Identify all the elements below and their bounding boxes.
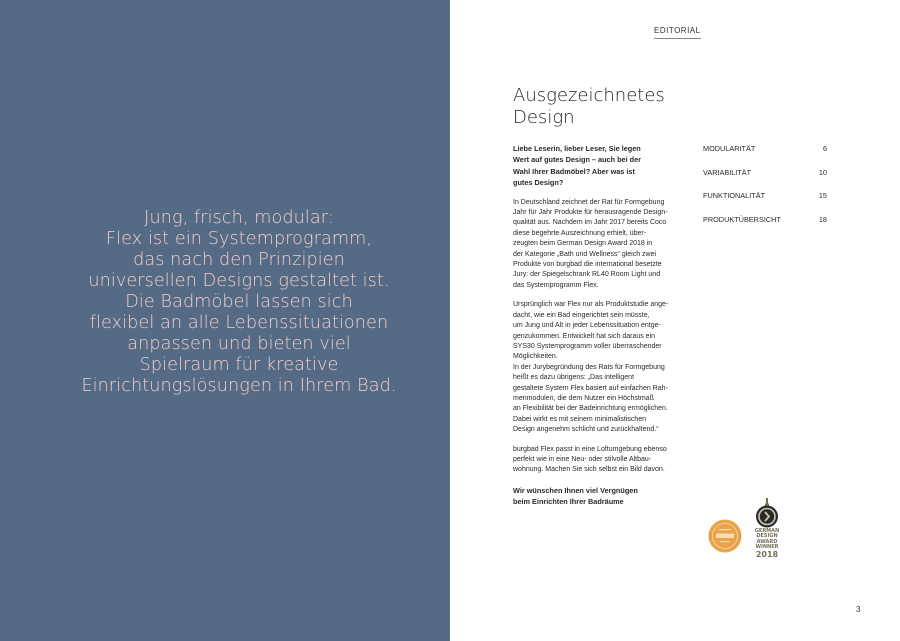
- intro-paragraph: [513, 143, 683, 189]
- text-line: Ursprünglich war Flex nur als Produktstudie ange-: [513, 301, 669, 309]
- text-line: der Kategorie „Bath und Wellness“ gleich zwei: [513, 250, 657, 258]
- toc-item[interactable]: [703, 167, 827, 178]
- toc-item[interactable]: [703, 214, 827, 225]
- intro-line: Wahl Ihrer Badmöbel? Aber was ist: [513, 166, 635, 176]
- title-line: Ausgezeichnetes: [513, 85, 665, 106]
- quote-line: Flex ist ein Systemprogramm,: [105, 229, 373, 249]
- quote-line: Spielraum für kreative: [139, 355, 339, 375]
- toc-page: 6: [822, 144, 827, 153]
- german-design-award-logo: [752, 498, 782, 560]
- closing-line: Wir wünschen Ihnen viel Vergnügen: [513, 485, 638, 495]
- page-number: 3: [856, 605, 861, 614]
- award-line: DESIGN: [756, 533, 778, 540]
- intro-line: Wert auf gutes Design – auch bei der: [513, 155, 641, 165]
- toc-item[interactable]: [703, 190, 827, 201]
- award-line: AWARD: [756, 538, 778, 545]
- award-line: WINNER: [755, 544, 779, 551]
- text-line: In Deutschland zeichnet der Rat für Formgebung: [513, 198, 665, 206]
- text-line: um Jung und Alt in jeder Lebenssituation entge-: [513, 322, 661, 330]
- editorial-text: [513, 143, 683, 517]
- closing-paragraph: [513, 485, 683, 508]
- toc-label: PRODUKTÜBERSICHT: [703, 214, 781, 224]
- design-award-badge-icon: [708, 519, 742, 553]
- paragraph-loft: [513, 445, 683, 476]
- pull-quote: [60, 208, 418, 397]
- text-line: burgbad Flex passt in eine Loftumgebung ebenso: [513, 445, 667, 453]
- quote-line: Die Badmöbel lassen sich: [125, 292, 353, 312]
- award-line: GERMAN: [754, 528, 780, 534]
- toc-label: VARIABILITÄT: [703, 167, 752, 177]
- intro-line: gutes Design?: [513, 178, 564, 188]
- paragraph-origin: [513, 300, 683, 362]
- award-emblem-icon: [752, 498, 782, 530]
- toc-label: FUNKTIONALITÄT: [703, 191, 766, 200]
- quote-line: universellen Designs gestaltet ist.: [88, 271, 390, 291]
- intro-line: Liebe Leserin, lieber Leser, Sie legen: [513, 144, 641, 153]
- toc-label: MODULARITÄT: [703, 144, 756, 153]
- text-line: Möglichkeiten.: [513, 353, 558, 361]
- award-year: 2018: [755, 549, 779, 559]
- text-line: diese begehrte Auszeichnung erhielt, über-: [513, 229, 647, 237]
- text-line: SYS30 Systemprogramm voller überraschender: [513, 342, 662, 350]
- text-line: qualität aus. Nachdem im Jahr 2017 bereits Coco: [513, 219, 667, 227]
- text-line: gestaltete System Flex basiert auf einfachen Rah-: [513, 384, 668, 392]
- text-line: Dabei wirkt es mit seinem minimalistischen: [513, 415, 647, 423]
- text-line: an Flexibilität bei der Badeinrichtung ermöglichen.: [513, 405, 668, 413]
- toc-item[interactable]: [703, 143, 827, 154]
- page-title: [513, 85, 665, 129]
- text-line: heißt es dazu übrigens: „Das intelligent: [513, 374, 635, 382]
- text-line: wohnung. Machen Sie sich selbst ein Bild davon.: [513, 466, 665, 474]
- title-line: Design: [513, 107, 575, 128]
- table-of-contents: [703, 143, 827, 237]
- text-line: Jahr für Jahr Produkte für herausragende Design-: [513, 209, 668, 217]
- text-line: In der Jurybegründung des Rats für Formgebung: [513, 363, 665, 371]
- quote-line: anpassen und bieten viel: [127, 334, 351, 354]
- toc-page: 15: [818, 191, 827, 200]
- quote-line: Einrichtungslösungen in Ihrem Bad.: [81, 376, 397, 396]
- text-line: perfekt wie in eine Neu- oder stilvolle Altbau-: [513, 455, 652, 463]
- text-line: das Systemprogramm Flex.: [513, 281, 599, 289]
- text-line: Design angenehm schlicht und zurückhaltend.“: [513, 426, 659, 434]
- paragraph-jury: [513, 363, 683, 436]
- toc-page: 18: [818, 214, 827, 224]
- quote-line: das nach den Prinzipien: [133, 250, 345, 270]
- quote-line: Jung, frisch, modular:: [144, 208, 334, 228]
- text-line: dacht, wie ein Bad eingerichtet sein müsste,: [513, 311, 650, 319]
- text-line: zeugten beim German Design Award 2018 in: [513, 240, 653, 248]
- section-label: EDITORIAL: [654, 26, 701, 39]
- quote-line: flexibel an alle Lebenssituationen: [89, 313, 389, 333]
- text-line: Produkte von burgbad die international besetzte: [513, 261, 662, 269]
- text-line: menmodulen, die dem Nutzer ein Höchstmaß: [513, 394, 654, 402]
- award-caption: [752, 529, 782, 559]
- text-line: genzukommen. Entwickelt hat sich daraus ein: [513, 332, 656, 340]
- closing-line: beim Einrichten Ihrer Badräume: [513, 497, 624, 507]
- toc-page: 10: [818, 167, 827, 177]
- text-line: Jury: der Spiegelschrank RL40 Room Light und: [513, 271, 661, 279]
- paragraph-award: [513, 198, 683, 292]
